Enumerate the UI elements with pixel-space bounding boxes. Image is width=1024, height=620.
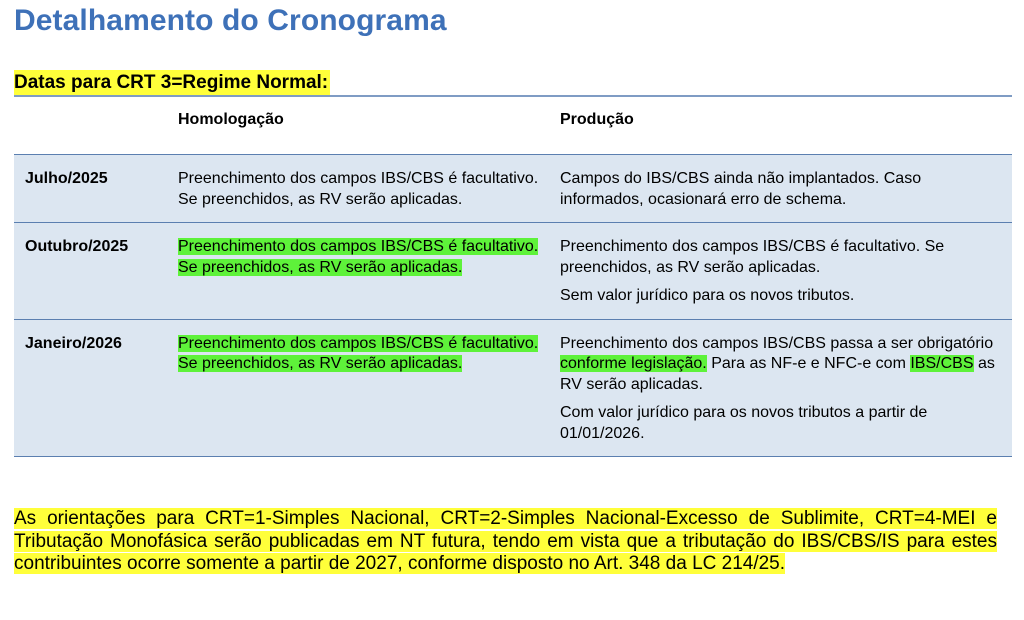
footnote-text: As orientações para CRT=1-Simples Nacional, CRT=2-Simples Nacional-Excesso de Sublimite, CRT=4-MEI e Tributação Monofásica serão publicadas em NT futura, tendo em vista que a tributação do IBS/CBS/IS para estes contribuintes ocorre somente a partir de 2027, conforme disposto no Art. 348 da LC 214/25.: [14, 508, 997, 575]
producao-legal-note: Com valor jurídico para os novos tributos a partir de 01/01/2026.: [560, 404, 928, 442]
row-period: Julho/2025: [14, 155, 178, 223]
highlight-ibs-cbs: IBS/CBS: [910, 355, 974, 372]
row-homologacao: [178, 155, 560, 223]
row-homologacao: [178, 223, 560, 320]
producao-text: Campos do IBS/CBS ainda não implantados. Caso informados, ocasionará erro de schema.: [560, 170, 922, 208]
row-producao: [560, 319, 1012, 457]
page-title: Detalhamento do Cronograma: [14, 4, 447, 37]
table-header-row: [14, 98, 1012, 155]
homologacao-text-highlighted: Preenchimento dos campos IBS/CBS é facultativo. Se preenchidos, as RV serão aplicadas.: [178, 238, 539, 276]
row-producao: [560, 223, 1012, 320]
row-period: Janeiro/2026: [14, 319, 178, 457]
producao-text: Preenchimento dos campos IBS/CBS é facultativo. Se preenchidos, as RV serão aplicadas.: [560, 238, 945, 276]
section-subtitle: Datas para CRT 3=Regime Normal:: [14, 72, 329, 93]
header-producao: Produção: [560, 98, 1012, 155]
homologacao-text: Preenchimento dos campos IBS/CBS é facultativo. Se preenchidos, as RV serão aplicadas.: [178, 170, 539, 208]
row-period: Outubro/2025: [14, 223, 178, 320]
producao-text: Preenchimento dos campos IBS/CBS passa a ser obrigatório conforme legislação. Para as NF-e e NFC-e com IBS/CBS as RV serão aplicadas.: [560, 334, 995, 393]
producao-legal-note: Sem valor jurídico para os novos tributos.: [560, 287, 855, 304]
highlight-conforme-legislacao: conforme legislação.: [560, 355, 707, 372]
homologacao-text-highlighted: Preenchimento dos campos IBS/CBS é facultativo. Se preenchidos, as RV serão aplicadas.: [178, 334, 539, 372]
table-row: [14, 319, 1012, 457]
section-header: [14, 70, 1012, 97]
table-row: [14, 223, 1012, 320]
footnote: [14, 508, 997, 576]
row-producao: [560, 155, 1012, 223]
schedule-table: [14, 98, 1012, 457]
header-homologacao: Homologação: [178, 98, 560, 155]
table-row: [14, 155, 1012, 223]
row-homologacao: [178, 319, 560, 457]
header-period: [14, 98, 178, 155]
